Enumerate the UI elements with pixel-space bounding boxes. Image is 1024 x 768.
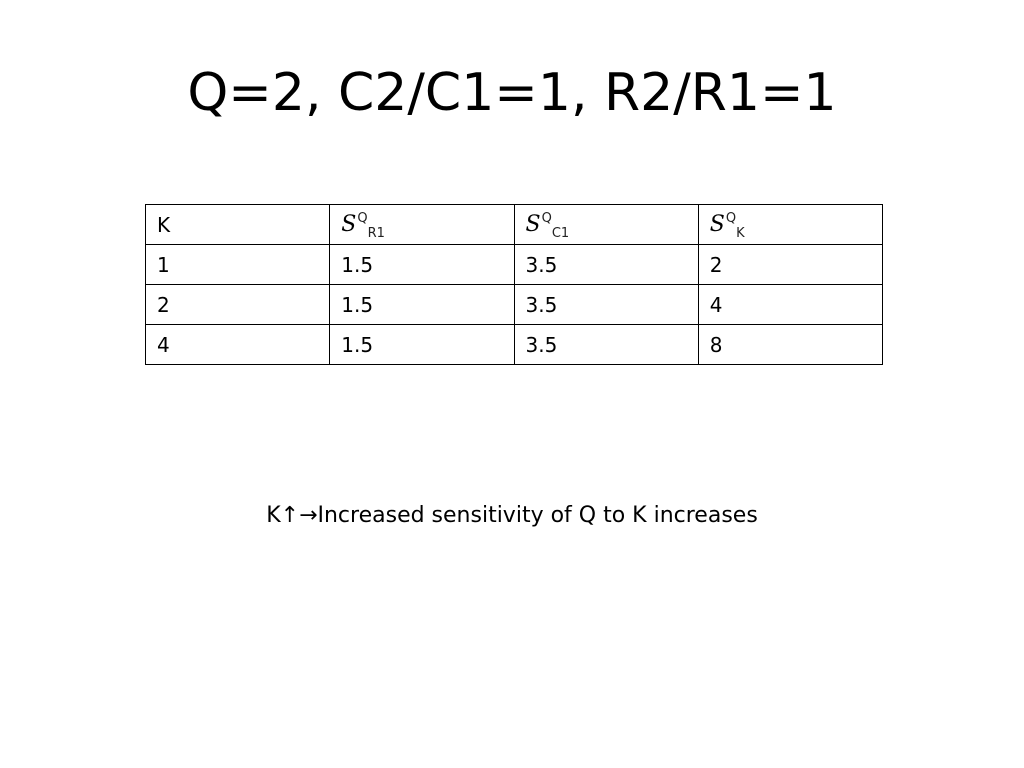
sensitivity-symbol: S	[341, 212, 357, 237]
table-cell: 1.5	[330, 245, 514, 285]
table-cell: 3.5	[514, 325, 698, 365]
table-cell: 2	[698, 245, 882, 285]
table-row	[146, 245, 883, 285]
table-row	[146, 325, 883, 365]
header-sensitivity-r1	[330, 205, 514, 245]
header-sensitivity-c1	[514, 205, 698, 245]
table-row	[146, 285, 883, 325]
table-cell: 4	[698, 285, 882, 325]
table-cell: 3.5	[514, 245, 698, 285]
sensitivity-subscript: K	[736, 226, 745, 241]
table-header-row	[146, 205, 883, 245]
table-cell: 8	[698, 325, 882, 365]
sensitivity-superscript: Q	[357, 211, 368, 226]
sensitivity-subscript: C1	[551, 226, 570, 241]
sensitivity-table	[145, 204, 883, 365]
table-cell: 1.5	[330, 285, 514, 325]
sensitivity-superscript: Q	[725, 211, 737, 226]
sensitivity-symbol: S	[525, 212, 541, 237]
table-cell: 2	[146, 285, 330, 325]
slide-title: Q=2, C2/C1=1, R2/R1=1	[187, 63, 837, 123]
header-k	[146, 205, 330, 245]
table-cell: 3.5	[514, 285, 698, 325]
table-cell: 4	[146, 325, 330, 365]
slide-caption: K↑→Increased sensitivity of Q to K increases	[266, 503, 758, 528]
table-cell: 1	[146, 245, 330, 285]
sensitivity-symbol: S	[709, 212, 725, 237]
table-cell: 1.5	[330, 325, 514, 365]
sensitivity-superscript: Q	[541, 211, 552, 226]
sensitivity-subscript: R1	[367, 226, 385, 241]
header-sensitivity-k	[698, 205, 882, 245]
header-k-label: K	[157, 212, 171, 237]
